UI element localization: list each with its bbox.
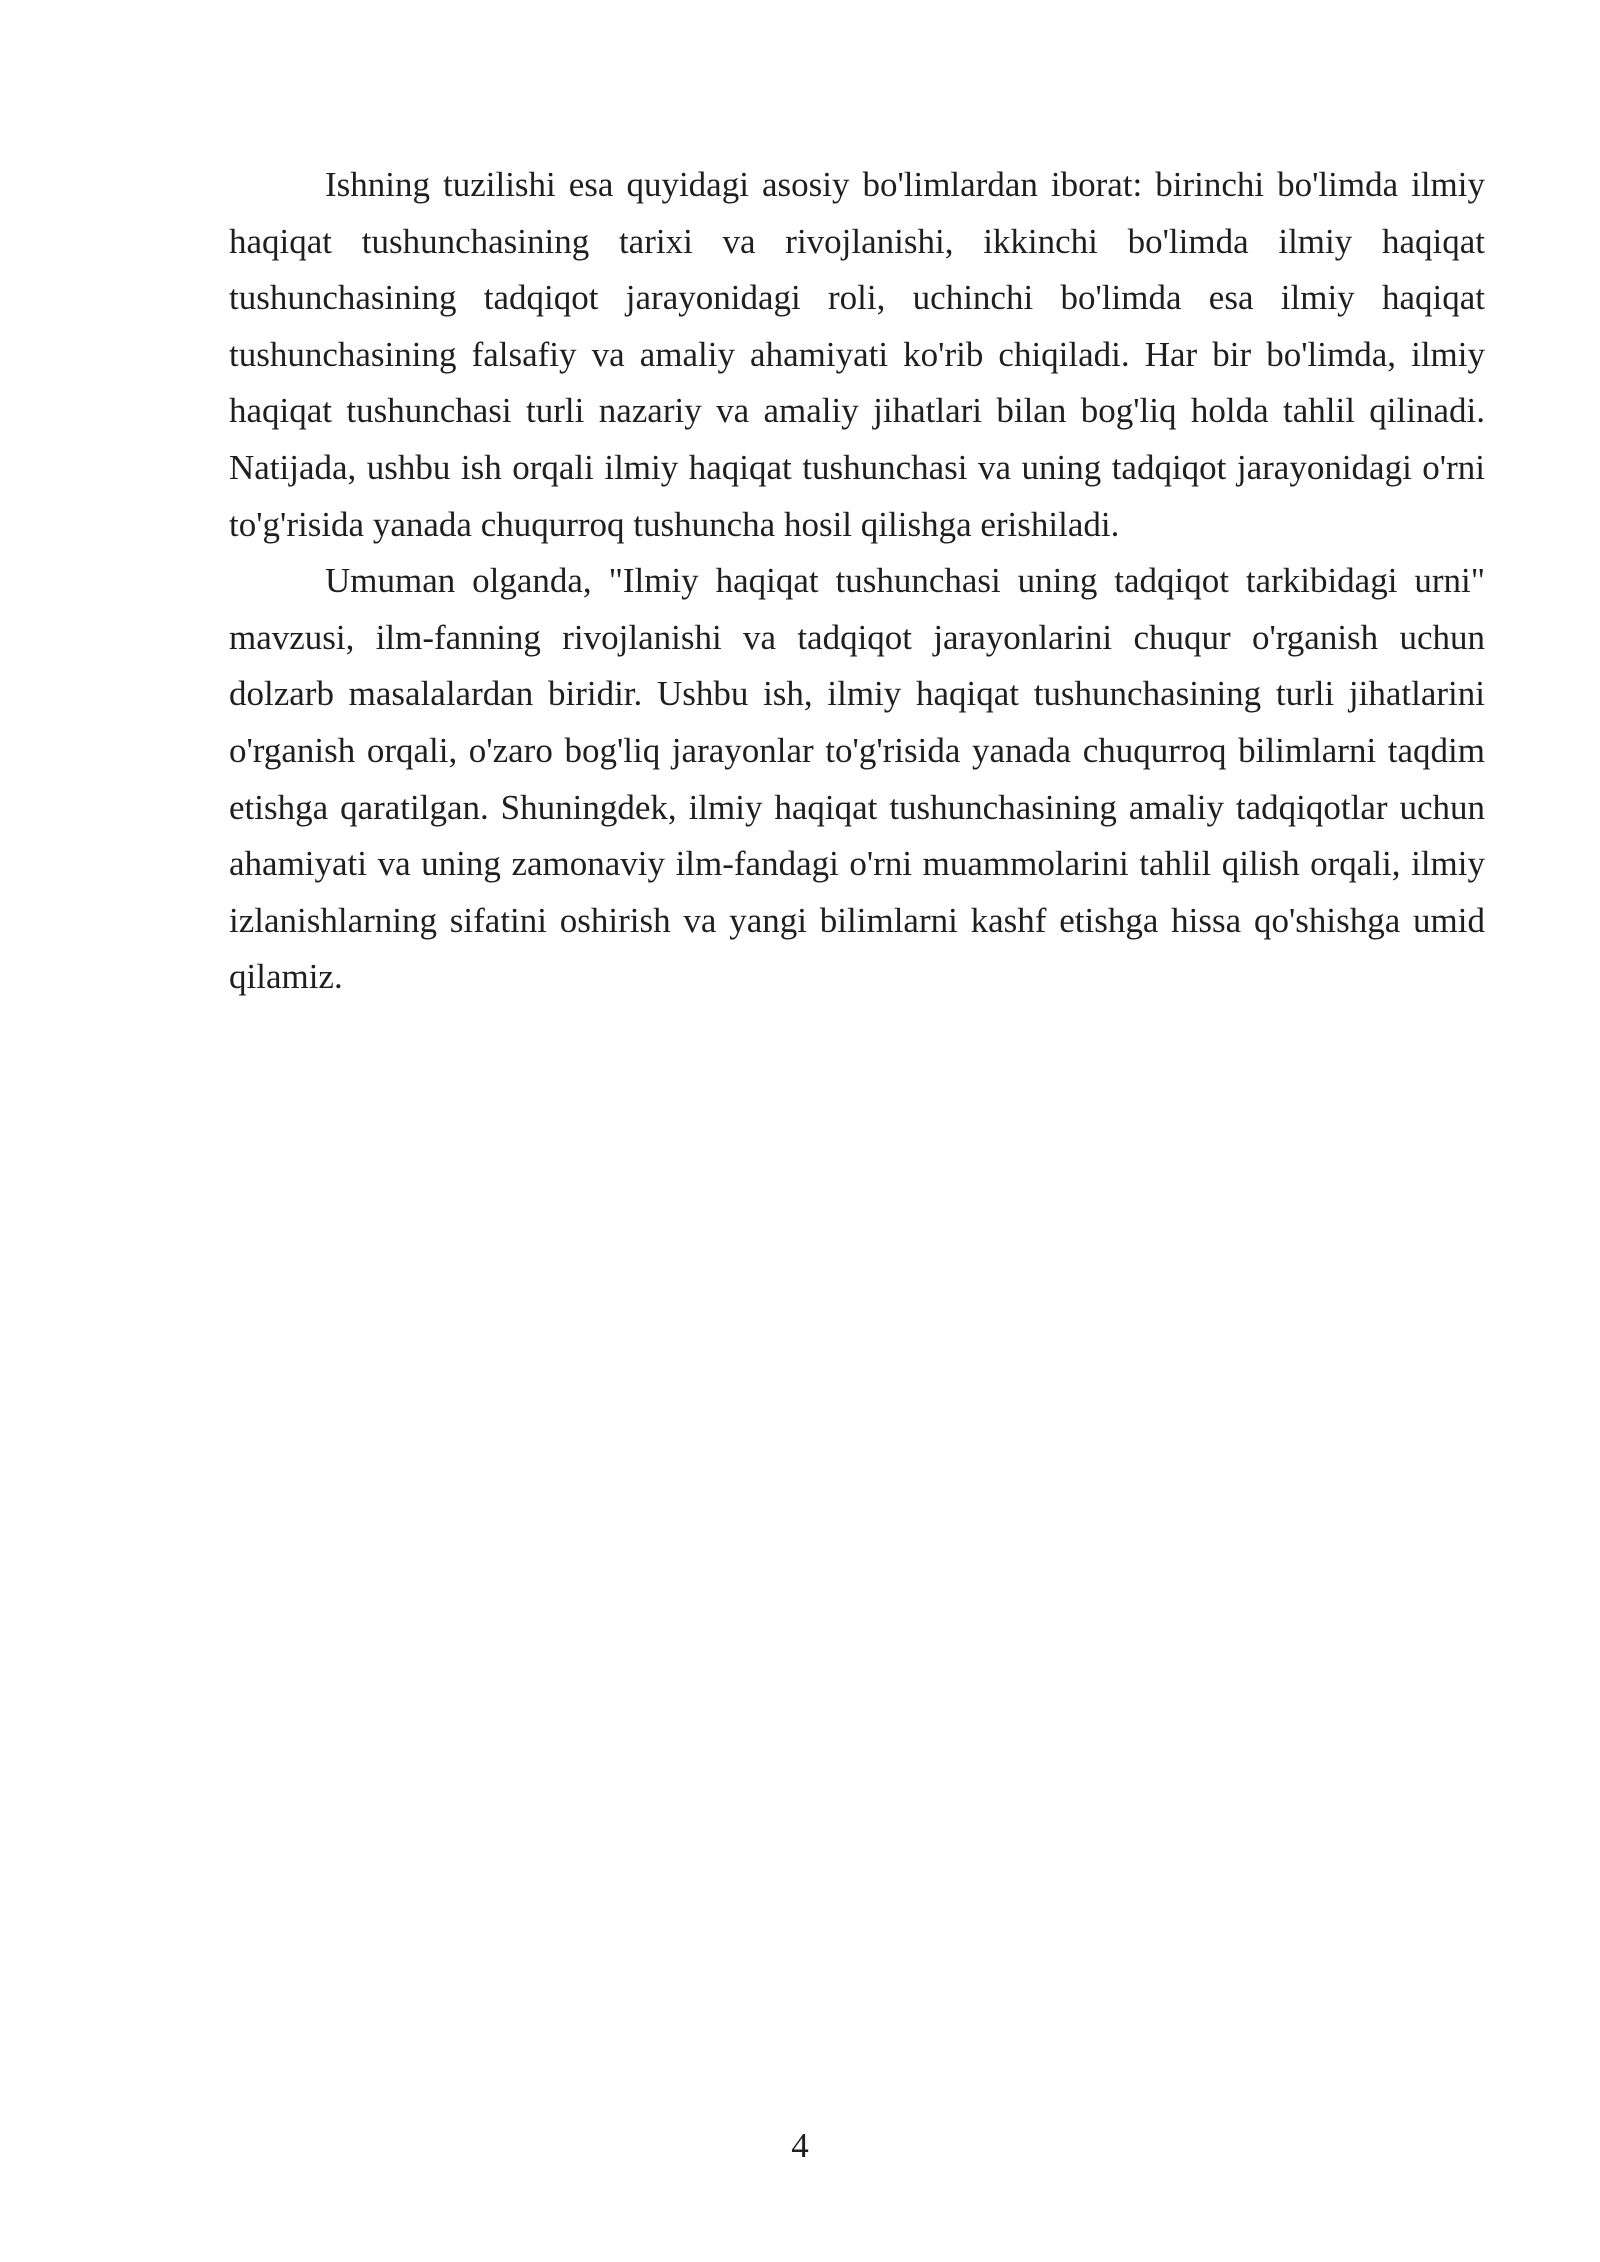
page-number: 4 — [791, 2126, 809, 2165]
paragraph-structure: Ishning tuzilishi esa quyidagi asosiy bo'limlardan iborat: birinchi bo'limda ilmiy haqiqat tushunchasining tarixi va rivojlanishi, ikkinchi bo'limda ilmiy haqiqat tushunchasining tadqiqot jarayonidagi roli, uchinchi bo'limda esa ilmiy haqiqat tushunchasining falsafiy va amaliy ahamiyati ko'rib chiqiladi. Har bir bo'limda, ilmiy haqiqat tushunchasi turli nazariy va amaliy jihatlari bilan bog'liq holda tahlil qilinadi. Natijada, ushbu ish orqali ilmiy haqiqat tushunchasi va uning tadqiqot jarayonidagi o'rni to'g'risida yanada chuqurroq tushuncha hosil qilishga erishiladi. — [229, 165, 1485, 544]
paragraph-conclusion: Umuman olganda, "Ilmiy haqiqat tushunchasi uning tadqiqot tarkibidagi urni" mavzusi, ilm-fanning rivojlanishi va tadqiqot jarayonlarini chuqur o'rganish uchun dolzarb masalalardan biridir. Ushbu ish, ilmiy haqiqat tushunchasining turli jihatlarini o'rganish orqali, o'zaro bog'liq jarayonlar to'g'risida yanada chuqurroq bilimlarni taqdim etishga qaratilgan. Shuningdek, ilmiy haqiqat tushunchasining amaliy tadqiqotlar uchun ahamiyati va uning zamonaviy ilm-fandagi o'rni muammolarini tahlil qilish orqali, ilmiy izlanishlarning sifatini oshirish va yangi bilimlarni kashf etishga hissa qo'shishga umid qilamiz. — [229, 561, 1485, 997]
body-text — [229, 157, 1485, 1006]
